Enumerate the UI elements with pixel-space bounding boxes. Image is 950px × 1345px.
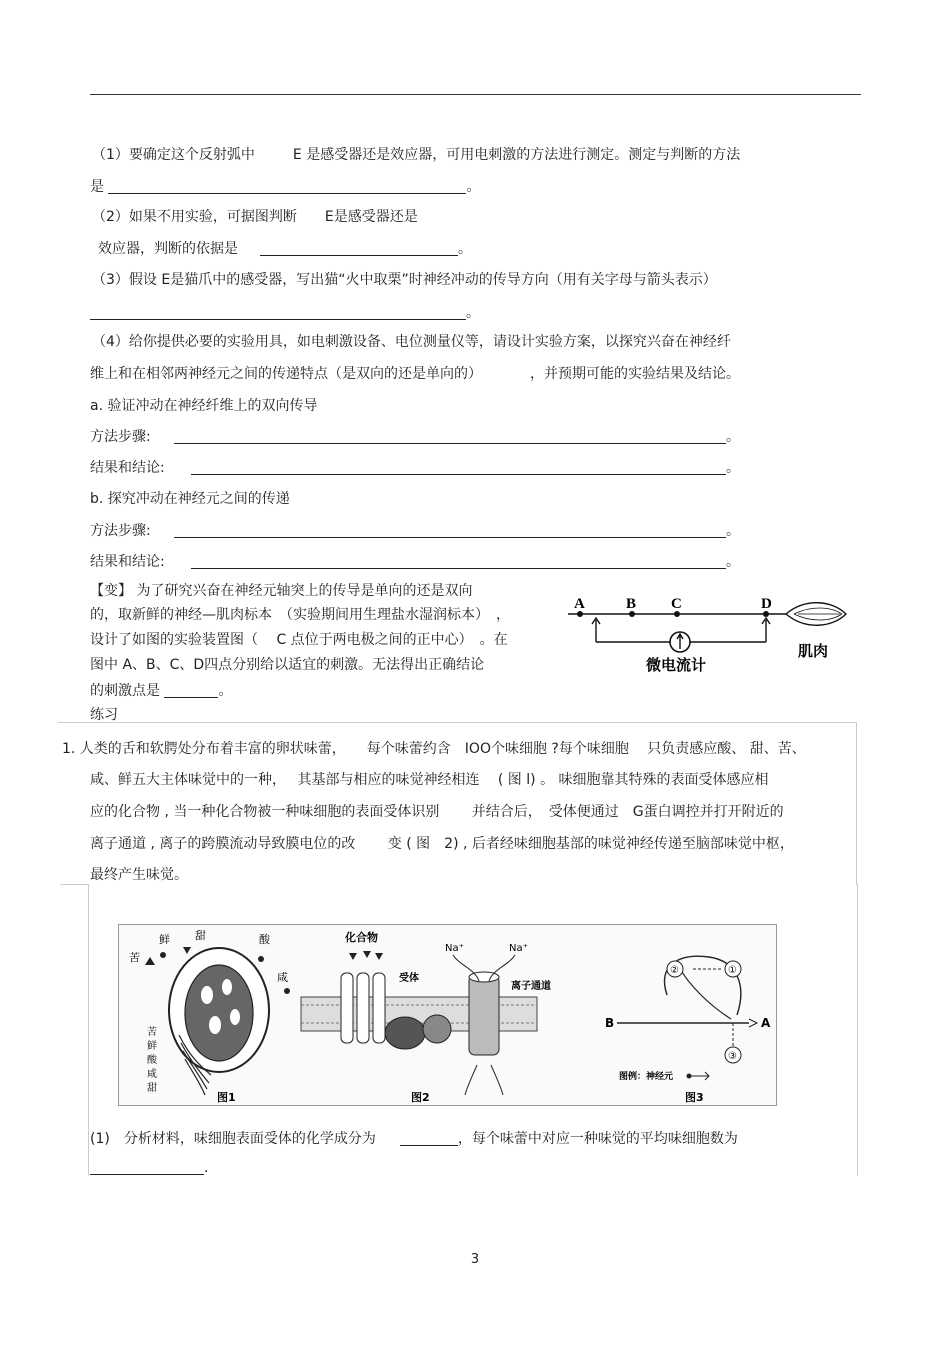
q3-line1: （3）假设 E是猫爪中的感受器，写出猫“火中取栗”时神经冲动的传导方向（用有关字母与箭头表示） (92, 272, 717, 288)
part-a-result-blank[interactable] (191, 460, 726, 475)
part-a-method-blank[interactable] (174, 429, 726, 444)
period: 。 (726, 523, 740, 539)
q4-line2 (90, 363, 740, 383)
label-a-fig3: A (761, 1016, 771, 1030)
part-b-result-blank[interactable] (191, 554, 726, 569)
neuron-1-label: ① (728, 965, 737, 976)
na-label-2: Na⁺ (509, 943, 528, 954)
q1-text-b: E 是感受器还是效应器，可用电刺激的方法进行测定。测定与判断的方法 (292, 147, 741, 163)
triangle-icon (183, 947, 191, 954)
part-b-method-blank[interactable] (174, 523, 726, 538)
taste-salty-top: 咸 (277, 971, 288, 984)
q1-answer-blank[interactable] (108, 179, 466, 194)
taste-sour-top: 酸 (259, 933, 270, 946)
q4-line1: （4）给你提供必要的实验用具，如电刺激设备、电位测量仪等，请设计实验方案，以探究兴奋在神经纤 (92, 334, 731, 350)
taste-label-sweet: 甜 (147, 1083, 157, 1094)
label-c: C (671, 596, 682, 612)
q2-text-b: E是感受器还是 (324, 209, 418, 225)
taste-figure-svg (119, 925, 776, 1105)
q3-answer-blank[interactable] (90, 305, 466, 320)
taste-cells (185, 965, 253, 1061)
g-protein (385, 1017, 425, 1049)
header-rule (90, 94, 861, 95)
result-label: 结果和结论: (90, 554, 165, 570)
taste-label-umami: 鲜 (147, 1041, 157, 1052)
taste-bitter-top: 苦 (129, 951, 140, 964)
p1-line1: 1. 人类的舌和软腭处分布着丰富的卵状味蕾， 每个味蕾约含 IOO个味细胞 ?每个味细胞 只负责感应酸、 甜、苦、 (62, 741, 806, 757)
triangle-icon (145, 957, 155, 965)
method-label: 方法步骤: (90, 523, 151, 539)
part-a-result-row (90, 457, 740, 477)
q2-answer-blank[interactable] (260, 241, 458, 256)
ion-channel (469, 975, 499, 1055)
taste-sweet-top: 甜 (195, 929, 206, 942)
period: 。 (726, 554, 740, 570)
q1-line1 (92, 144, 740, 164)
sub1-line1 (90, 1128, 738, 1148)
muscle-label: 肌肉 (798, 642, 829, 660)
figure-3-neurons (605, 956, 771, 1104)
part-a-method-row (90, 426, 740, 446)
q1-line2 (90, 176, 480, 196)
na-label-1: Na⁺ (445, 943, 464, 954)
period: 。 (726, 460, 740, 476)
p1-line3: 应的化合物 , 当一种化合物被一种味细胞的表面受体识别 并结合后， 受体便通过 G蛋白调控并打开附近的 (90, 804, 784, 820)
variant-text: 的刺激点是 (90, 683, 160, 699)
label-b: B (626, 596, 637, 612)
q2-line1 (92, 206, 418, 226)
figure-1-taste-bud (129, 928, 290, 1104)
period: . (204, 1160, 209, 1176)
part-a-title: a. 验证冲动在神经纤维上的双向传导 (90, 398, 318, 414)
neuron-legend: 图例：神经元 (619, 1072, 674, 1082)
frame-notch (60, 884, 88, 885)
part-b-result-row (90, 551, 740, 571)
period: 。 (726, 429, 740, 445)
q1-text-a: （1）要确定这个反射弧中 (92, 147, 255, 163)
electrode-left (592, 618, 600, 642)
figure-1-caption: 图1 (217, 1091, 236, 1104)
q1-text-c: 是 (90, 179, 104, 195)
label-b-fig3: B (605, 1016, 615, 1030)
electrode-right (762, 618, 770, 642)
taste-label-sour: 酸 (147, 1055, 157, 1066)
channel-label: 离子通道 (511, 981, 551, 992)
sub1-blank-2[interactable] (90, 1160, 204, 1175)
part-b-title: b. 探究冲动在神经元之间的传递 (90, 491, 290, 507)
variant-line3: 设计了如图的实验装置图（ C 点位于两电极之间的正中心） 。在 (90, 632, 508, 648)
nerve-muscle-diagram (560, 592, 860, 680)
p1-line5: 最终产生味觉。 (90, 867, 188, 883)
practice-heading: 练习 (90, 707, 118, 723)
figure-2-caption: 图2 (411, 1091, 430, 1104)
variant-line2: 的，取新鲜的神经—肌肉标本 （实验期间用生理盐水湿润标本） ， (90, 607, 510, 623)
label-a: A (574, 596, 585, 612)
q2-line2 (98, 238, 472, 258)
variant-line4: 图中 A、B、C、D四点分别给以适宜的刺激。无法得出正确结论 (90, 657, 485, 673)
sub1-line2 (90, 1160, 208, 1176)
neuron-3-label: ③ (728, 1051, 737, 1062)
neuron-2-label: ② (670, 965, 679, 976)
label-d: D (761, 596, 772, 612)
variant-line1: 【变】 为了研究兴奋在神经元轴突上的传导是单向的还是双向 (90, 583, 473, 599)
q3-period: 。 (466, 305, 480, 321)
p1-line4: 离子通道 , 离子的跨膜流动导致膜电位的改 变 ( 图 2) , 后者经味细胞基部的味觉神经传递至脑部味觉中枢， (90, 836, 794, 852)
result-label: 结果和结论: (90, 460, 165, 476)
part-b-method-row (90, 520, 740, 540)
taste-figure (118, 924, 777, 1106)
dot-icon (284, 988, 290, 994)
taste-label-bitter: 苦 (147, 1027, 157, 1038)
galvanometer-label: 微电流计 (646, 656, 707, 674)
period: 。 (218, 683, 233, 699)
taste-label-salty: 咸 (147, 1069, 157, 1080)
compound-label: 化合物 (345, 931, 378, 944)
q4-text-b: 维上和在相邻两神经元之间的传递特点（是双向的还是单向的） (90, 366, 482, 382)
dot-icon (258, 956, 264, 962)
sub1-text-a: (1) 分析材料，味细胞表面受体的化学成分为 (90, 1131, 376, 1147)
q1-period: 。 (466, 179, 481, 195)
taste-umami-top: 鲜 (159, 933, 170, 946)
receptor-label: 受体 (399, 973, 419, 984)
sub1-blank-1[interactable] (400, 1131, 458, 1146)
q2-text-c: 效应器，判断的依据是 (98, 241, 238, 257)
variant-line5 (90, 680, 232, 700)
figure-3-caption: 图3 (685, 1091, 704, 1104)
q4-text-c: ，并预期可能的实验结果及结论。 (530, 366, 740, 382)
dot-icon (160, 952, 166, 958)
figure-2-membrane (301, 930, 551, 1104)
compound-icons (349, 951, 383, 960)
method-label: 方法步骤: (90, 429, 151, 445)
q3-line2 (90, 302, 480, 322)
sub1-text-b: ，每个味蕾中对应一种味觉的平均味细胞数为 (457, 1131, 738, 1147)
q2-text-a: （2）如果不用实验，可据图判断 (92, 209, 297, 225)
q2-period: 。 (458, 241, 472, 257)
p1-line2: 咸、鲜五大主体味觉中的一种， 其基部与相应的味觉神经相连 ( 图 l) 。 味细胞靠其特殊的表面受体感应相 (90, 772, 769, 788)
page-number: 3 (470, 1252, 480, 1267)
receptor-helix (341, 973, 353, 1043)
variant-answer-blank[interactable] (164, 683, 218, 698)
